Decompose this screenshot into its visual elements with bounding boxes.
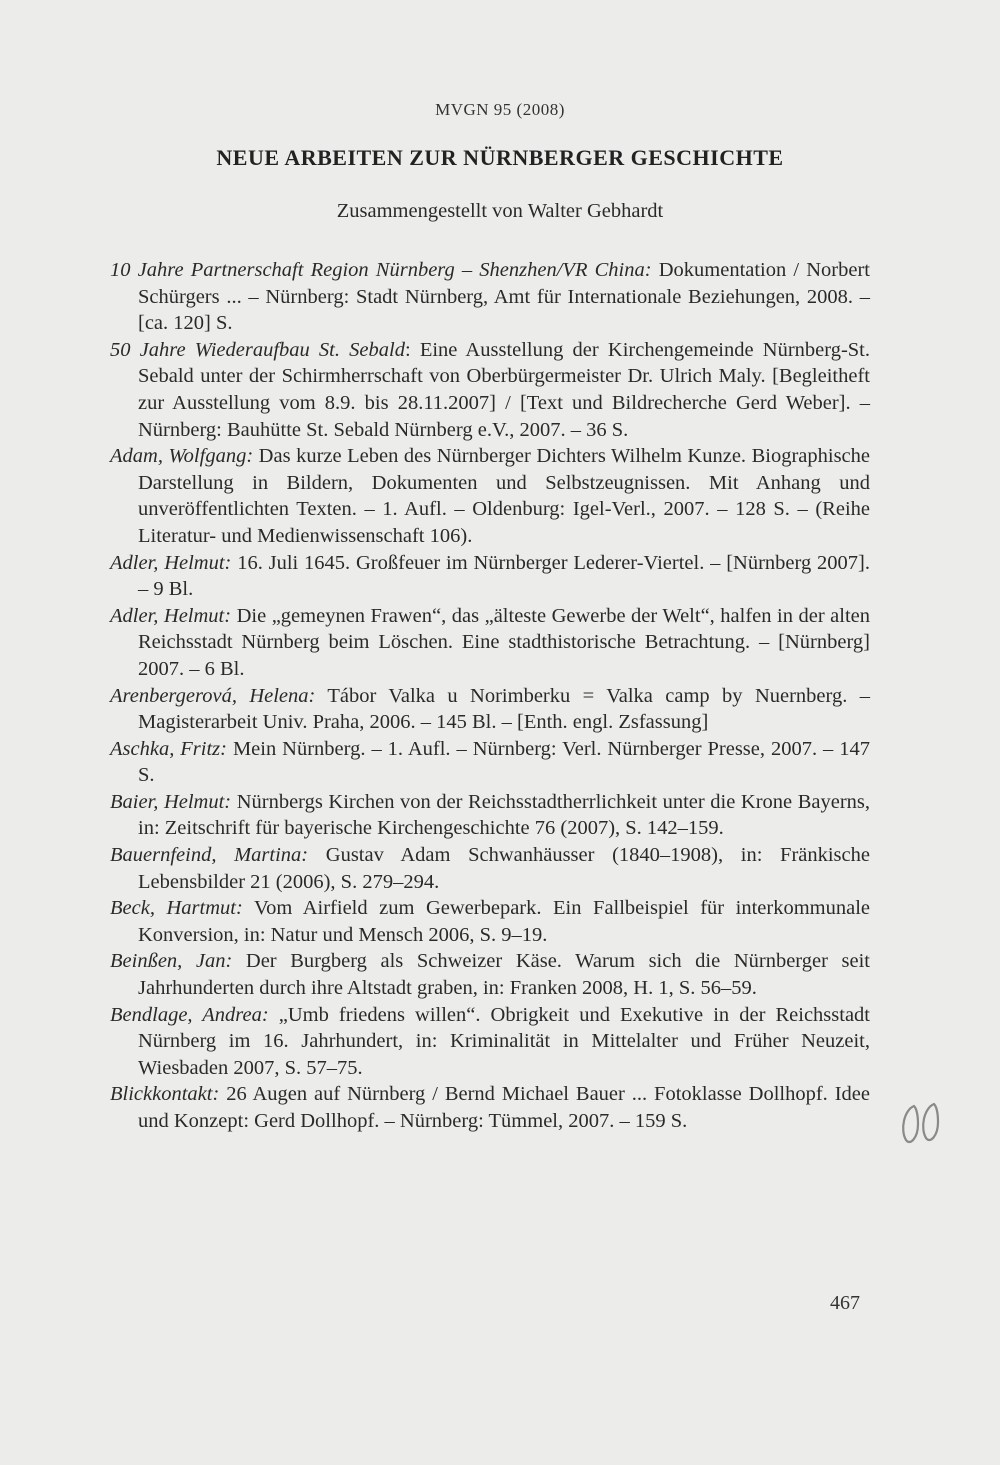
bibliography-entry	[110, 550, 870, 603]
entry-text: Der Burgberg als Schweizer Käse. Warum sich die Nürnberger seit Jahrhunderten durch ihre Altstadt graben, in: Franken 2008, H. 1, S. 56–59.	[138, 950, 870, 1000]
entry-author: Beck, Hartmut:	[110, 897, 243, 920]
entry-text: Gustav Adam Schwanhäusser (1840–1908), in: Fränkische Lebensbilder 21 (2006), S. 279–294.	[138, 844, 870, 893]
entry-author: Beinßen, Jan:	[110, 950, 233, 973]
bibliography-entry	[110, 842, 870, 895]
entry-text: Mein Nürnberg. – 1. Aufl. – Nürnberg: Verl. Nürnberger Presse, 2007. – 147 S.	[138, 737, 870, 787]
entry-author: Bendlage, Andrea:	[110, 1003, 269, 1026]
entry-author: Bauernfeind, Martina:	[110, 844, 309, 867]
bibliography-entry	[110, 683, 870, 736]
bibliography-entry	[110, 789, 870, 842]
entry-author: Baier, Helmut:	[110, 790, 232, 813]
entry-author: 50 Jahre Wiederaufbau St. Sebald	[110, 338, 405, 361]
page-title: NEUE ARBEITEN ZUR NÜRNBERGER GESCHICHTE	[216, 145, 784, 170]
bibliography-entry	[110, 736, 870, 789]
bibliography-entry	[110, 1081, 870, 1134]
entry-text: 26 Augen auf Nürnberg / Bernd Michael Bauer ... Fotoklasse Dollhopf. Idee und Konzept: Gerd Dollhopf. – Nürnberg: Tümmel, 2007. – 159 S.	[138, 1083, 870, 1132]
bibliography-entry	[110, 603, 870, 683]
bibliography-entry	[110, 443, 870, 549]
entry-author: Aschka, Fritz:	[110, 737, 227, 760]
compiler-subtitle: Zusammengestellt von Walter Gebhardt	[336, 200, 664, 222]
entry-text: Dokumentation / Norbert Schürgers ... – Nürnberg: Stadt Nürnberg, Amt für Internationale Beziehungen, 2008. – [ca. 120] S.	[138, 259, 870, 335]
entry-text: 16. Juli 1645. Großfeuer im Nürnberger Lederer-Viertel. – [Nürnberg 2007]. – 9 Bl.	[138, 551, 870, 601]
entry-text: „Umb friedens willen“. Obrigkeit und Exekutive in der Reichsstadt Nürnberg im 16. Jahrhundert, in: Kriminalität in Mittelalter und Früher Neuzeit, Wiesbaden 2007, S. 57–75.	[138, 1003, 870, 1079]
bibliography-entry	[110, 895, 870, 948]
bibliography-list	[110, 257, 870, 1135]
bibliography-entry	[110, 948, 870, 1001]
bibliography-entry	[110, 337, 870, 443]
entry-author: Adam, Wolfgang:	[110, 445, 254, 468]
entry-author: Adler, Helmut:	[110, 551, 232, 574]
entry-author: Blickkontakt:	[110, 1083, 220, 1106]
entry-text: Das kurze Leben des Nürnberger Dichters Wilhelm Kunze. Biographische Darstellung in Bildern, Dokumenten und Selbstzeugnissen. Mit Anhang und unveröffentlichten Texten. – 1. Aufl. – Oldenburg: Igel-Verl., 2007. – 128 S. – (Reihe Literatur- und Medienwissenschaft 106).	[138, 445, 871, 547]
entry-author: Arenbergerová, Helena:	[110, 684, 316, 707]
bibliography-entry	[110, 1002, 870, 1082]
entry-text: Nürnbergs Kirchen von der Reichsstadtherrlichkeit unter die Krone Bayerns, in: Zeitschrift für bayerische Kirchengeschichte 76 (2007), S. 142–159.	[138, 790, 870, 840]
entry-author: 10 Jahre Partnerschaft Region Nürnberg – Shenzhen/VR China:	[110, 259, 652, 281]
entry-author: Adler, Helmut:	[110, 604, 232, 627]
entry-text: Vom Airfield zum Gewerbepark. Ein Fallbeispiel für interkommunale Konversion, in: Natur und Mensch 2006, S. 9–19.	[138, 897, 871, 946]
entry-text: Tábor Valka u Norimberku = Valka camp by Nuernberg. – Magisterarbeit Univ. Praha, 2006. – 145 Bl. – [Enth. engl. Zsfassung]	[138, 684, 870, 734]
running-header: MVGN 95 (2008)	[435, 100, 565, 119]
bibliography-entry	[110, 257, 870, 337]
handwritten-margin-mark	[896, 1100, 948, 1148]
entry-text: : Eine Ausstellung der Kirchengemeinde Nürnberg-St. Sebald unter der Schirmherrschaft von Oberbürgermeister Dr. Ulrich Maly. [Begleitheft zur Ausstellung vom 8.9. bis 28.11.2007] / [Text und Bildrecherche Gerd Weber]. – Nürnberg: Bauhütte St. Sebald Nürnberg e.V., 2007. – 36 S.	[138, 338, 871, 441]
page-number: 467	[830, 1292, 860, 1314]
entry-text: Die „gemeynen Frawen“, das „älteste Gewerbe der Welt“, halfen in der alten Reichsstadt Nürnberg beim Löschen. Eine stadthistorische Betrachtung. – [Nürnberg] 2007. – 6 Bl.	[138, 604, 870, 680]
